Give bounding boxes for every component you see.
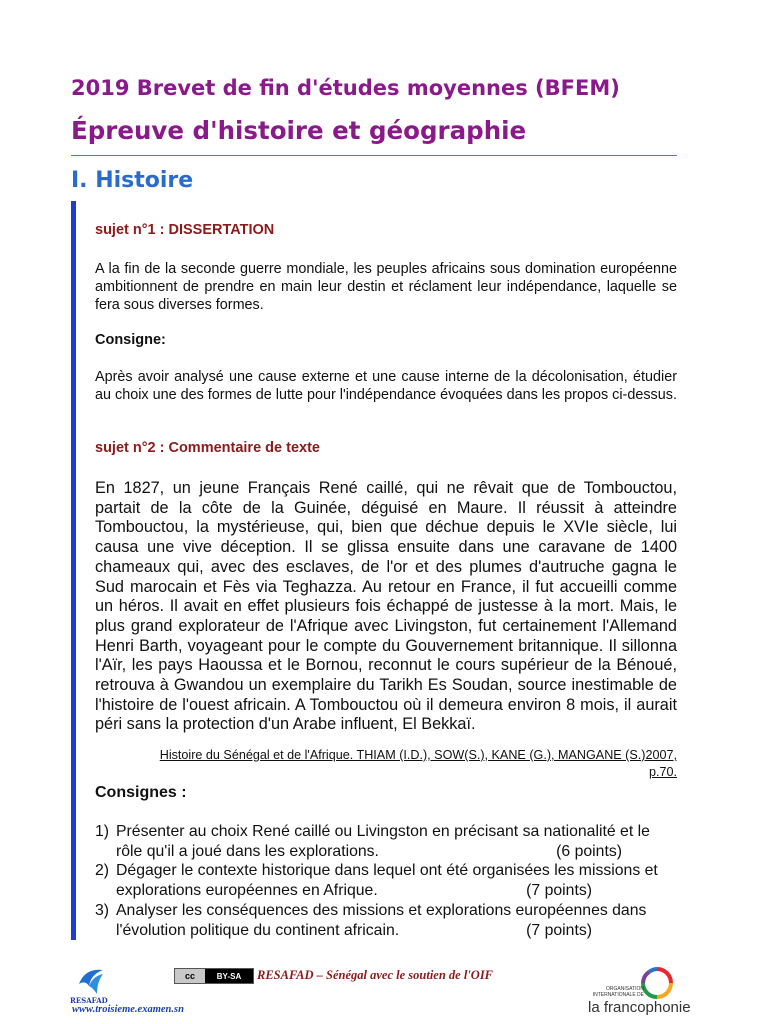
item-points: (6 points) [556,842,622,860]
item-points: (7 points) [526,882,592,900]
cc-license-badge[interactable] [174,968,254,984]
oif-line-1: ORGANISATION [606,986,644,992]
page-subtitle: Épreuve d'histoire et géographie [71,116,527,145]
sujet1-title: sujet n°1 : DISSERTATION [95,222,275,238]
source-line-2: p.70. [648,765,677,779]
item-number: 2) [95,862,110,880]
francophonie-ring-icon [640,966,674,1000]
item-text: Présenter au choix René caillé ou Livingston en précisant sa nationalité et le rôle qu'il a joué dans les explorations. [116,823,650,860]
source-line-1: Histoire du Sénégal et de l'Afrique. THIAM (I.D.), SOW(S.), KANE (G.), MANGANE (S.)2007, [159,748,677,762]
section-heading: I. Histoire [71,168,194,193]
oif-name: la francophonie [588,999,691,1016]
title-divider [71,155,677,156]
consignes-heading [95,784,677,802]
list-item [95,861,677,900]
list-item [95,822,677,861]
item-number: 1) [95,823,110,840]
sujet2-text: En 1827, un jeune Français René caillé, qui ne rêvait que de Tombouctou, partait de la côte de la Guinée, déguisé en Maure. Il réussit à atteindre Tombouctou, la mystérieuse, qui, bien que déchue depuis le XVIe siècle, lui causa une vive déception. Il se glissa ensuite dans une caravane de 1400 chameaux qui, avec des esclaves, de l'or et des plumes d'autruche gagna le Sud marocain et Fès via Teghazza. Au retour en France, il fut accueilli comme un héros. Il avait en effet plusieurs fois échappé de justesse à la mort. Mais, le plus grand explorateur de l'Afrique avec Livingston, fut certainement l'Allemand Henri Barth, voyageant pour le compte du Gouvernement britannique. Il sillonna l'Aïr, les pays Haoussa et le Bornou, reconnut le cours supérieur de la Bénoué, retrouva à Gwandou un exemplaire du Tarikh Es Soudan, source inestimable de l'histoire de l'ouest africain. A Tombouctou où il demeura environ 8 mois, il aurait péri sans la protection d'un Arabe influent, El Bekkaï. [95,479,677,734]
sujet1-text: A la fin de la seconde guerre mondiale, les peuples africains sous domination européenne ambitionnent de prendre en main leur destin et réclament leur indépendance, laquelle se fera sous diverses formes. [95,261,677,313]
resafad-logo-icon [73,964,107,1000]
resafad-logo-label: RESAFAD [70,996,108,1005]
license-label: BY-SA [216,971,242,981]
footer-credit: RESAFAD – Sénégal avec le soutien de l'OIF [257,968,494,982]
page-title: 2019 Brevet de fin d'études moyennes (BFEM) [71,76,620,100]
item-number: 3) [95,901,110,919]
section-side-bar [71,201,76,940]
item-text: Dégager le contexte historique dans lequel ont été organisées les missions et explorations européennes en Afrique. [116,862,658,900]
consignes-list [95,822,677,940]
sujet1-consigne-heading [95,332,677,348]
consigne-label: Consigne: [95,332,166,348]
footer-url[interactable]: www.troisieme.examen.sn [72,1004,184,1015]
source-citation [95,747,677,781]
oif-small-text [590,986,644,998]
sujet1-consigne-text: Après avoir analysé une cause externe et une cause interne de la décolonisation, étudier au choix une des formes de lutte pour l'indépendance évoquées dans les propos ci-dessus. [95,369,677,403]
sujet2-heading [95,440,677,456]
sujet1-heading [95,222,677,238]
item-text: Analyser les conséquences des missions et explorations européennes dans l'évolution politique du continent africain. [116,901,647,939]
list-item [95,901,677,940]
item-points: (7 points) [526,921,592,939]
consignes-label: Consignes : [95,784,187,801]
francophonie-logo [588,966,691,1016]
oif-line-2: INTERNATIONALE DE [592,992,644,998]
cc-icon: cc [175,969,205,983]
sujet2-title: sujet n°2 : Commentaire de texte [95,440,320,456]
